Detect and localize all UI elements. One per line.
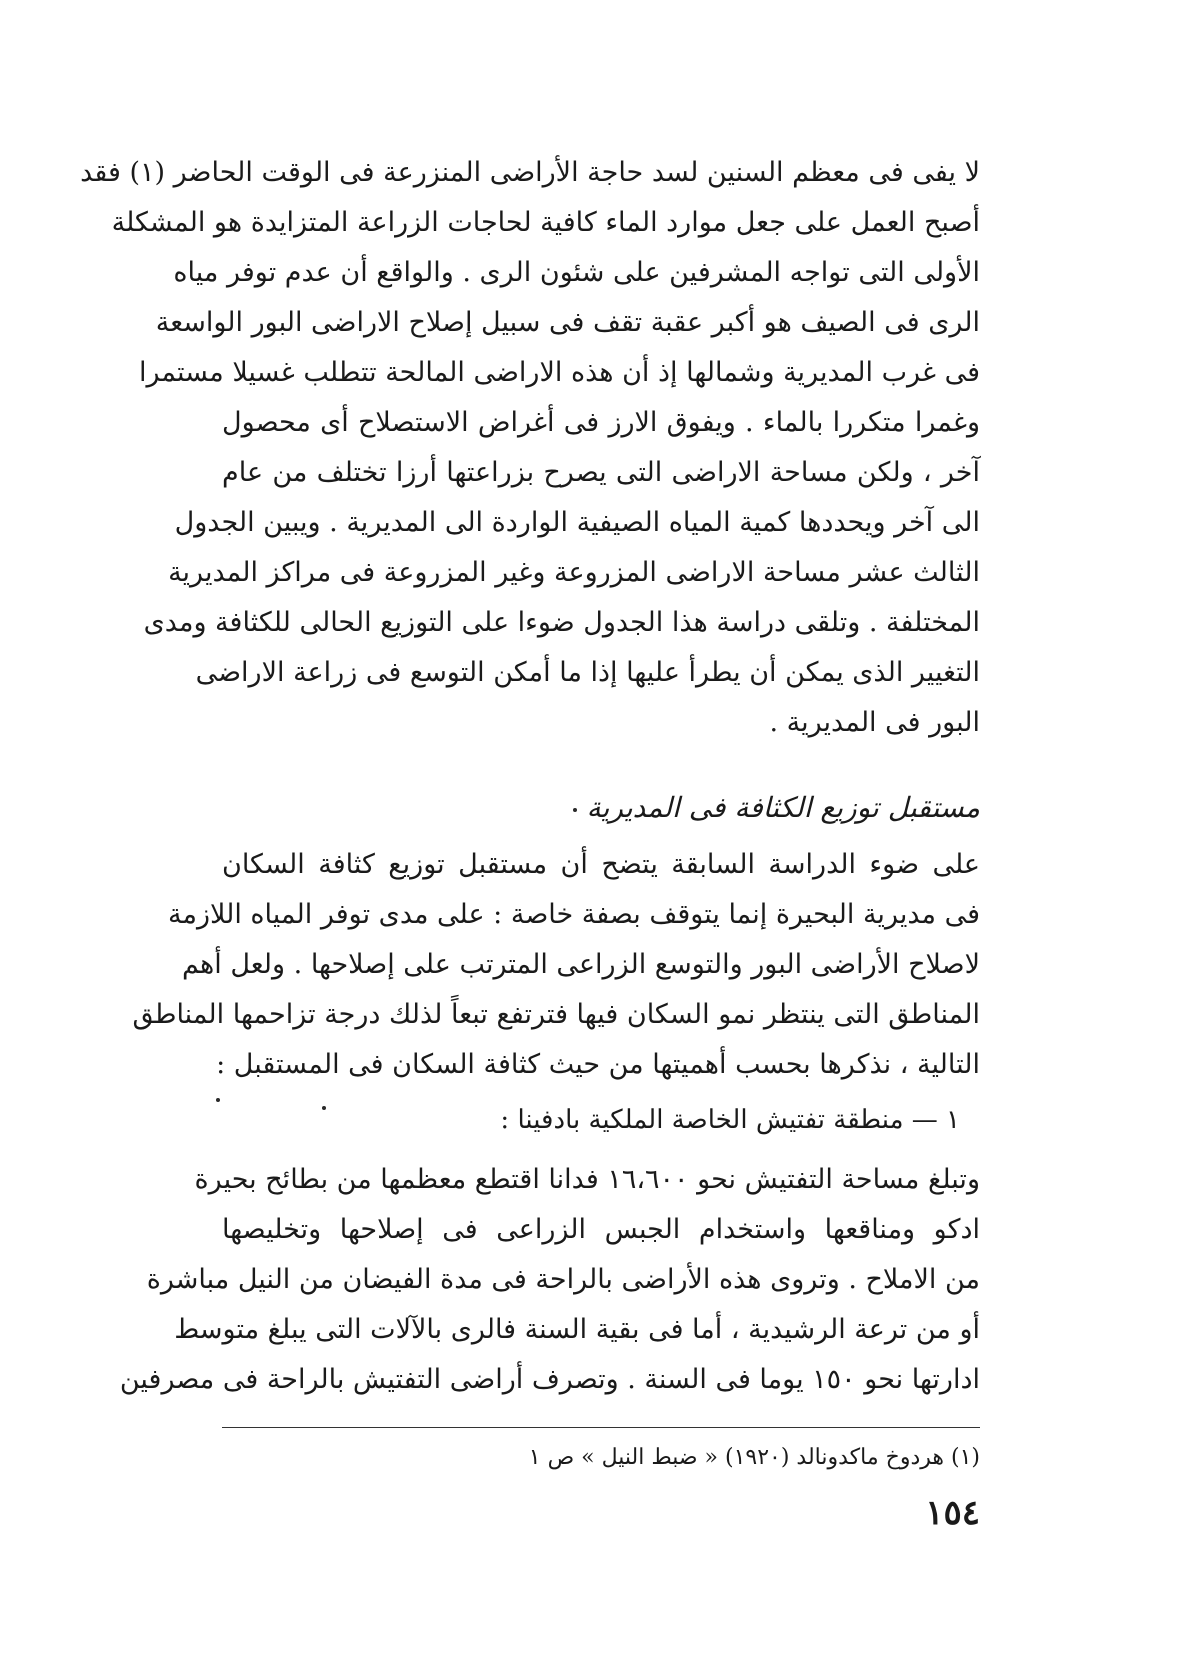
paragraph-line: ادكو ومناقعها واستخدام الجبس الزراعى فى إصلاحها وتخليصها — [222, 1214, 980, 1245]
paragraph-line: الأولى التى تواجه المشرفين على شئون الرى . والواقع أن عدم توفر مياه — [173, 257, 980, 288]
paragraph-2 — [132, 840, 980, 1090]
paragraph-line: آخر ، ولكن مساحة الاراضى التى يصرح بزراعتها أرزا تختلف من عام — [222, 457, 980, 488]
paragraph-line: الى آخر ويحددها كمية المياه الصيفية الواردة الى المديرية . ويبين الجدول — [174, 507, 980, 538]
paragraph-line: ادارتها نحو ١٥٠ يوما فى السنة . وتصرف أراضى التفتيش بالراحة فى مصرفين — [119, 1364, 980, 1395]
paragraph-3 — [119, 1155, 980, 1405]
paragraph-line: من الاملاح . وتروى هذه الأراضى بالراحة فى مدة الفيضان من النيل مباشرة — [146, 1264, 980, 1295]
scan-speck — [322, 1106, 326, 1110]
page-number: ١٥٤ — [925, 1493, 980, 1533]
scan-speck — [573, 808, 577, 812]
footnote-divider — [222, 1427, 980, 1428]
paragraph-line: البور فى المديرية . — [769, 707, 980, 738]
paragraph-line: وغمرا متكررا بالماء . ويفوق الارز فى أغراض الاستصلاح أى محصول — [222, 407, 980, 438]
paragraph-line: التغيير الذى يمكن أن يطرأ عليها إذا ما أمكن التوسع فى زراعة الاراضى — [195, 657, 980, 688]
paragraph-line: أو من ترعة الرشيدية ، أما فى بقية السنة فالرى بالآلات التى يبلغ متوسط — [174, 1314, 980, 1345]
paragraph-line: على ضوء الدراسة السابقة يتضح أن مستقبل توزيع كثافة السكان — [222, 849, 980, 880]
paragraph-line: لاصلاح الأراضى البور والتوسع الزراعى المترتب على إصلاحها . ولعل أهم — [182, 949, 980, 980]
paragraph-line: لا يفى فى معظم السنين لسد حاجة الأراضى المنزرعة فى الوقت الحاضر (١) فقد — [80, 157, 980, 188]
paragraph-line: المختلفة . وتلقى دراسة هذا الجدول ضوءا على التوزيع الحالى للكثافة ومدى — [143, 607, 980, 638]
paragraph-line: الثالث عشر مساحة الاراضى المزروعة وغير المزروعة فى مراكز المديرية — [168, 557, 980, 588]
paragraph-line: الرى فى الصيف هو أكبر عقبة تقف فى سبيل إصلاح الاراضى البور الواسعة — [155, 307, 980, 338]
section-heading: مستقبل توزيع الكثافة فى المديرية — [586, 791, 980, 824]
scan-speck — [216, 1098, 220, 1102]
paragraph-line: فى غرب المديرية وشمالها إذ أن هذه الاراضى المالحة تتطلب غسيلا مستمرا — [139, 357, 980, 388]
paragraph-line: أصبح العمل على جعل موارد الماء كافية لحاجات الزراعة المتزايدة هو المشكلة — [111, 207, 980, 238]
paragraph-line: التالية ، نذكرها بحسب أهميتها من حيث كثافة السكان فى المستقبل : — [216, 1049, 980, 1080]
paragraph-1 — [80, 148, 980, 748]
footnote: (١) هردوخ ماكدونالد (١٩٢٠) « ضبط النيل » ص ١ — [528, 1445, 980, 1470]
paragraph-line: المناطق التى ينتظر نمو السكان فيها فترتفع تبعاً لذلك درجة تزاحمها المناطق — [132, 999, 980, 1030]
paragraph-line: وتبلغ مساحة التفتيش نحو ١٦،٦٠٠ فدانا اقتطع معظمها من بطائح بحيرة — [194, 1164, 980, 1195]
numbered-item-heading: ١ — منطقة تفتيش الخاصة الملكية بادفينا : — [500, 1105, 960, 1135]
paragraph-line: فى مديرية البحيرة إنما يتوقف بصفة خاصة : على مدى توفر المياه اللازمة — [168, 899, 980, 930]
